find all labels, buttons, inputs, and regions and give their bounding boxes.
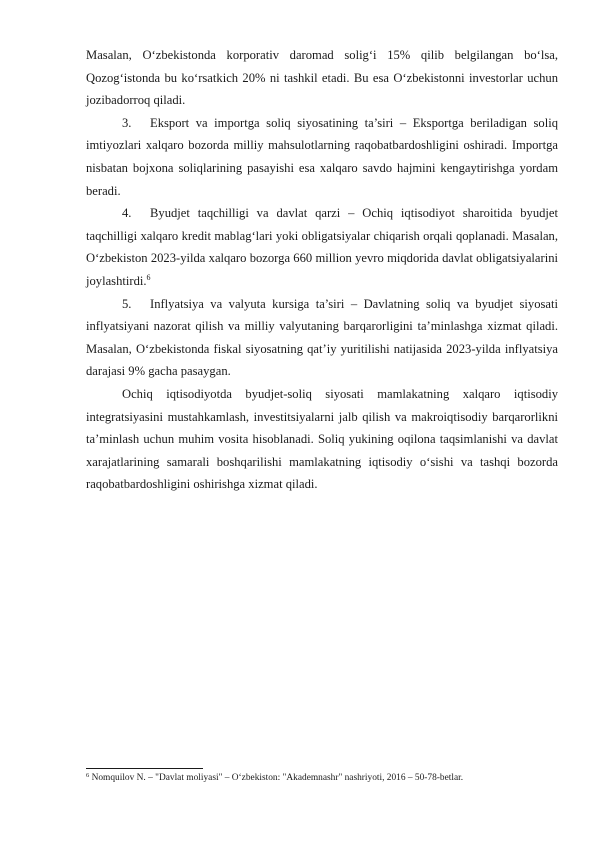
conclusion-paragraph: Ochiq iqtisodiyotda byudjet-soliq siyosati mamlakatning xalqaro iqtisodiy integratsiyasini mustahkamlash, investitsiyalarni jalb qilish va makroiqtisodiy barqarorlikni ta’minlash uchun muhim vosita hisoblanadi. Soliq yukining oqilona taqsimlanishi va davlat xarajatlarining samarali boshqarilishi mamlakatning iqtisodiy o‘sishi va tashqi bozorda raqobatbardoshligini oshirishga xizmat qiladi. (86, 386, 558, 492)
list-item-4-number: 4. (122, 206, 132, 221)
footnote-separator (86, 768, 203, 769)
intro-paragraph: Masalan, O‘zbekistonda korporativ daromad solig‘i 15% qilib belgilangan bo‘lsa, Qozog‘istonda bu ko‘rsatkich 20% ni tashkil etadi. Bu esa O‘zbekistonni investorlar uchun jozibadorroq qiladi. (86, 48, 558, 108)
list-item-5 (86, 293, 558, 383)
list-item-5-text: Inflyatsiya va valyuta kursiga ta’siri – Davlatning soliq va byudjet siyosati inflyatsiyani nazorat qilish va milliy valyutaning barqarorligini ta’minlashga xizmat qiladi. Masalan, O‘zbekistonda fiskal siyosatning qat’iy yuritilishi natijasida 2023-yilda inflyatsiya darajasi 9% gacha pasaygan. (86, 296, 558, 379)
list-item-4 (86, 202, 558, 292)
document-page (86, 44, 558, 496)
footnote-marker: 6 (86, 772, 90, 779)
list-item-5-number: 5. (122, 296, 132, 311)
footnote (86, 772, 558, 785)
footnote-reference[interactable]: 6 (146, 272, 151, 282)
list-item-3 (86, 112, 558, 202)
footnote-text: Nomquilov N. – "Davlat moliyasi" – O‘zbekiston: "Akademnashr" nashriyoti, 2016 – 50-78-betlar. (89, 773, 464, 783)
list-item-3-text: Eksport va importga soliq siyosatining ta’siri – Eksportga beriladigan soliq imtiyozlari xalqaro bozorda milliy mahsulotlarning raqobatbardoshligini oshiradi. Importga nisbatan bojxona soliqlarining pasayishi esa xalqaro savdo hajmini kengaytirishga yordam beradi. (86, 115, 558, 198)
list-item-3-number: 3. (122, 115, 132, 130)
list-item-4-text: Byudjet taqchilligi va davlat qarzi – Ochiq iqtisodiyot sharoitida byudjet taqchilligi xalqaro kredit mablag‘lari yoki obligatsiyalar chiqarish orqali qoplanadi. Masalan, O‘zbekiston 2023-yilda xalqaro bozorga 660 million yevro miqdorida davlat obligatsiyalarini joylashtirdi. (86, 206, 558, 288)
